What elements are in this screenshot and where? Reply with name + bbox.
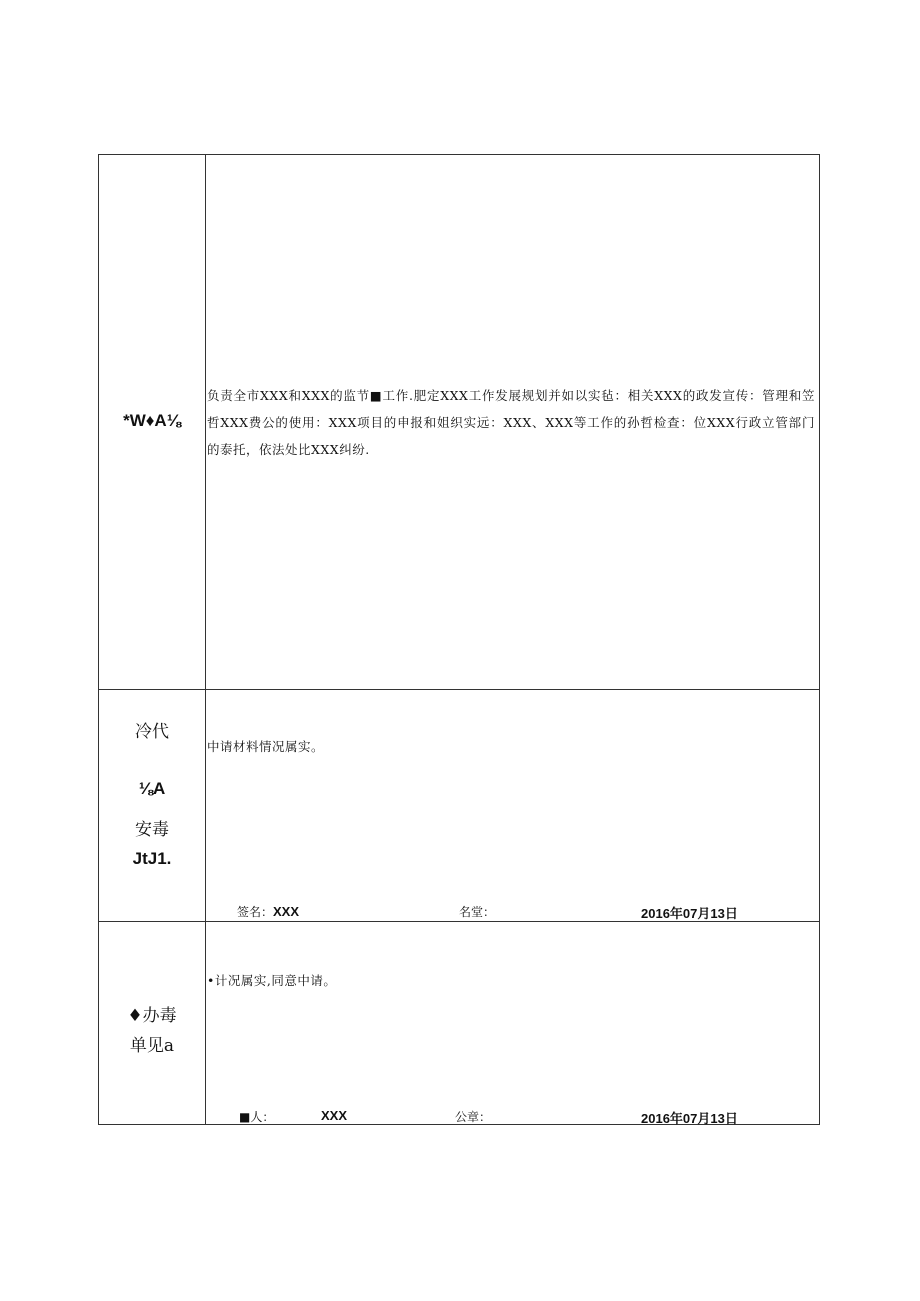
section3-label-line2: 单见a [129, 1036, 175, 1056]
section2-label-line4: JtJ1. [132, 849, 172, 868]
date-text: 2016年07月13日 [641, 906, 738, 921]
column-divider [205, 155, 206, 1124]
section2-signature [237, 903, 299, 920]
signature-value: XXX [273, 904, 300, 919]
section3-signer-label: ■人： [239, 1110, 275, 1124]
section2-seal-label: 名堂： [459, 905, 496, 919]
section3-signer-value [321, 1108, 347, 1123]
approval-form-table [98, 154, 820, 1125]
section1-label: *W♦A⅛ [123, 411, 181, 430]
section3-opinion: •计况属实,同意中请。 [207, 973, 337, 988]
section3-date [641, 1108, 738, 1127]
section3-seal-label: 公章： [455, 1110, 492, 1124]
section2-label-line2: ⅛A [138, 779, 166, 798]
section2-label-line1: 冷代 [135, 722, 169, 742]
row-divider [99, 689, 819, 690]
signature-label: 签名： [237, 905, 274, 919]
date-text: 2016年07月13日 [641, 1111, 738, 1126]
section3-label-line1: ♦办毒 [127, 1006, 177, 1026]
section1-content: 负责全市XXX和XXX的监节■工作.肥定XXX工作发展规划并如以实毡：相关XXX的政发宣传：管理和笠哲XXX费公的使用：XXX项目的申报和姐织实远：XXX、XXX等工作的孙哲检查：位XXX行政立管部门的泰托，依法处比XXX纠纷. [207, 388, 815, 457]
section2-date [641, 903, 738, 922]
section2-opinion: 中请材料情况属实。 [207, 739, 325, 754]
section2-label-line3: 安毒 [135, 820, 169, 840]
signer-value: XXX [321, 1108, 348, 1123]
